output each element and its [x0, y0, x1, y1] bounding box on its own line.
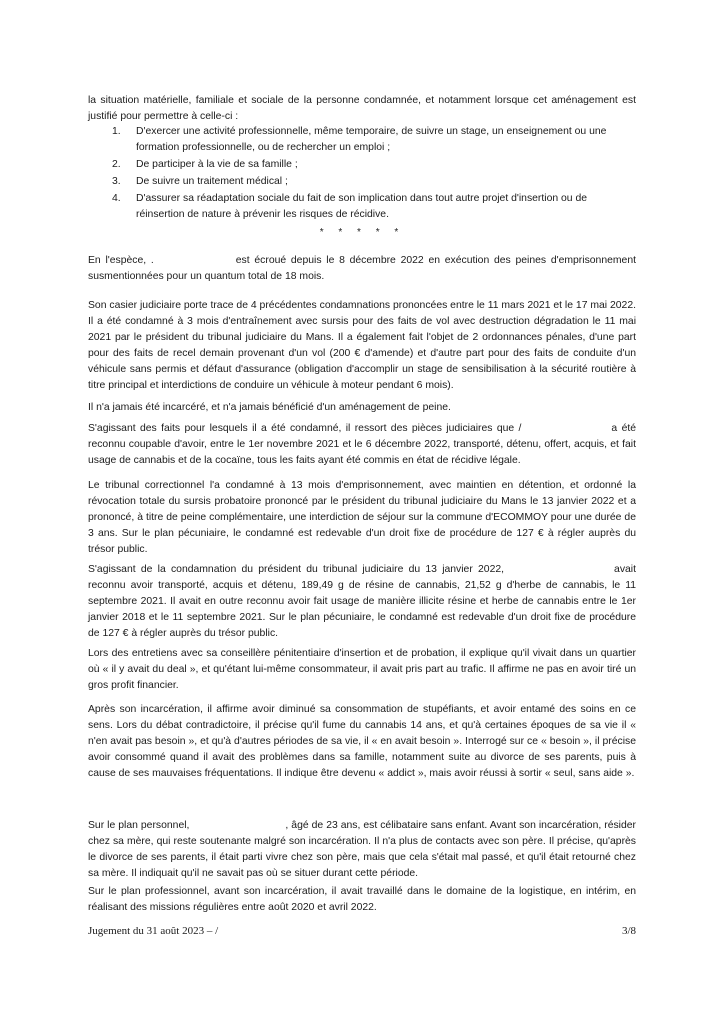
list-item — [112, 174, 636, 190]
paragraph-text: S'agissant de la condamnation du président du tribunal judiciaire du 13 janvier 2022, — [88, 564, 505, 575]
paragraph-personal-situation — [88, 818, 636, 882]
list-number: 1. — [112, 126, 121, 137]
intro-paragraph: la situation matérielle, familiale et sociale de la personne condamnée, et notamment lorsque cet aménagement est justifié pour permettre à celle-ci : — [88, 95, 636, 122]
paragraph-text: a — [611, 423, 618, 434]
paragraph-consumption: Après son incarcération, il affirme avoir diminué sa consommation de stupéfiants, et avoir entamé des soins en ce sens. Lors du débat contradictoire, il précise qu'il fume du cannabis 14 ans, et qu'à certaines époques de sa vie il « n'en avait pas besoin », et qu'à d'autres périodes de sa vie, il « en avait besoin ». Interrogé sur ce « besoin », il précise avoir consommé quand il avait des problèmes dans sa famille, notamment suite au divorce de ses parents, puis à cause de ses mauvaises fréquentations. Il indique être devenu « addict », mais avoir réussi à sortir « seul, sans aide ». — [88, 704, 636, 779]
paragraph-text: , âgé de 23 ans, est célibataire sans enfant. Avant son incarcération, résider chez sa mère, qui reste soutenante malgré son incarcération. Il n'a plus de contacts avec son père. Il précise, qu'après le divorce de ses parents, il était parti vivre chez son père, mais que cela s'était mal passé, et qu'il était retourné chez sa mère. Il indiquait qu'il ne savait pas où se situer durant cette période. — [88, 820, 636, 879]
paragraph-text: Sur le plan personnel, — [88, 820, 190, 831]
list-item — [112, 124, 636, 156]
list-number: 4. — [112, 192, 121, 204]
paragraph-text: été reconnu coupable d'avoir, entre le 1er novembre 2021 et le 6 décembre 2022, transporté, détenu, offert, acquis, et fait usage de cannabis et de la cocaïne, tous les faits ayant été commis en état de récidive légale. — [88, 423, 637, 466]
list-item — [112, 157, 636, 173]
paragraph-text: S'agissant des faits pour lesquels il a été condamné, il ressort des pièces judiciaires que / — [88, 423, 522, 434]
paragraph-text: est écroué depuis le 8 décembre 2022 en exécution des peines d'emprisonnement susmentionnées pour un quantum total de 18 mois. — [88, 255, 636, 282]
list-number: 2. — [112, 158, 121, 170]
list-text: De suivre un traitement médical ; — [136, 175, 288, 187]
paragraph-facts — [88, 421, 636, 469]
paragraph-professional-situation: Sur le plan professionnel, avant son incarcération, il avait travaillé dans le domaine de la logistique, en intérim, en réalisant des missions régulières entre août 2020 et avril 2022. — [88, 886, 636, 913]
paragraph-prior-conviction — [88, 562, 636, 642]
list-item — [112, 191, 636, 223]
page-number: 3/8 — [621, 925, 636, 937]
list-text: D'exercer une activité professionnelle, même temporaire, de suivre un stage, un enseignement ou une formation professionnelle, ou de rechercher un emploi ; — [136, 126, 607, 153]
paragraph-no-prior-incarceration: Il n'a jamais été incarcéré, et n'a jamais bénéficié d'un aménagement de peine. — [88, 402, 451, 413]
paragraph-text: En l'espèce, . — [88, 255, 154, 266]
paragraph-text: avait — [614, 564, 636, 575]
paragraph-interviews: Lors des entretiens avec sa conseillère pénitentiaire d'insertion et de probation, il explique qu'il vivait dans un quartier où « il y avait du deal », et qu'étant lui-même consommateur, il avait pris part au trafic. Il affirme ne pas en avoir tiré un gros profit financier. — [88, 648, 636, 691]
paragraph-text: reconnu avoir transporté, acquis et détenu, 189,49 g de résine de cannabis, 21,52 g d'herbe de cannabis, le 11 septembre 2021. Il avait en outre reconnu avoir fait usage de manière illicite résine et herbe de cannabis entre le 1er janvier 2018 et le 11 septembre 2021. Sur le plan pécuniaire, le condamné est redevable d'un droit fixe de procédure de 127 € à régler auprès du trésor public. — [88, 579, 636, 639]
footer-judgment-date: Jugement du 31 août 2023 – / — [88, 925, 219, 937]
conditions-list — [112, 124, 636, 223]
list-text: De participer à la vie de sa famille ; — [136, 158, 298, 170]
section-separator: * * * * * — [319, 227, 405, 238]
paragraph-criminal-record: Son casier judiciaire porte trace de 4 précédentes condamnations prononcées entre le 11 mars 2021 et le 17 mai 2022. Il a été condamné à 3 mois d'entraînement avec sursis pour des faits de vol avec destruction dégradation le 11 mai 2021 par le président du tribunal judiciaire du Mans. Il a également fait l'objet de 2 ordonnances pénales, d'une part pour des faits de recel demain provenant d'un vol (200 € d'amende) et d'autre part pour des faits de conduite d'un véhicule sans permis et défaut d'assurance (obligation d'accomplir un stage de sensibilisation à la sécurité routière à titre principal et interdictions de conduire un véhicule à moteur pendant 6 mois). — [88, 300, 636, 391]
list-number: 3. — [112, 175, 121, 187]
paragraph-incarceration — [88, 253, 636, 285]
paragraph-sentence: Le tribunal correctionnel l'a condamné à 13 mois d'emprisonnement, avec maintien en détention, et ordonné la révocation totale du sursis probatoire prononcé par le président du tribunal judiciaire du Mans le 13 janvier 2022 et a prononcé, à titre de peine complémentaire, une interdiction de séjour sur la commune d'ECOMMOY pour une durée de 3 ans. Sur le plan pécuniaire, le condamné est redevable d'un droit fixe de procédure de 127 € à régler auprès du trésor public. — [88, 480, 636, 555]
list-text: D'assurer sa réadaptation sociale du fait de son implication dans tout autre projet d'insertion ou de réinsertion de nature à prévenir les risques de récidive. — [136, 192, 588, 220]
